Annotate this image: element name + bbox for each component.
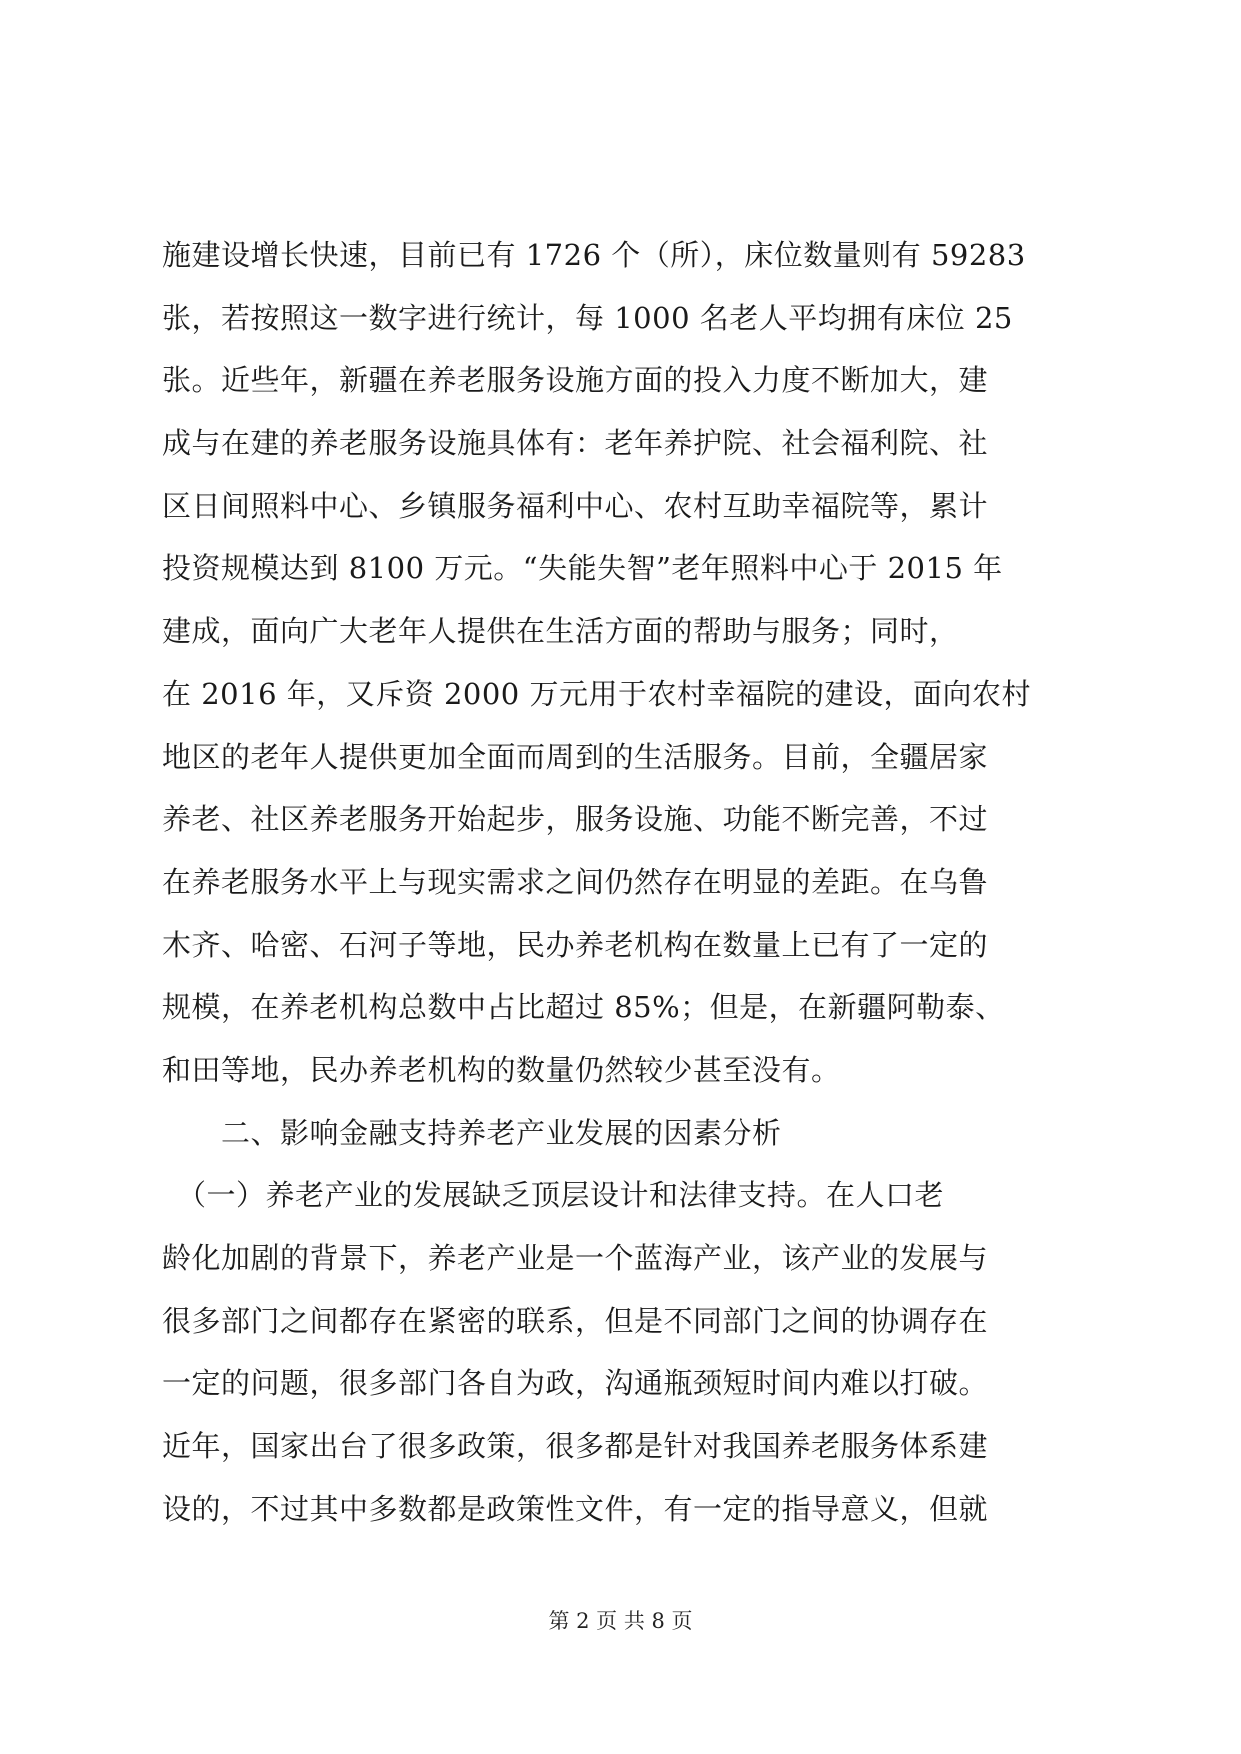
text-line: 施建设增长快速，目前已有 1726 个（所），床位数量则有 59283 bbox=[162, 238, 1026, 272]
text-line: 养老、社区养老服务开始起步，服务设施、功能不断完善，不过 bbox=[162, 802, 989, 837]
text-line: 木齐、哈密、石河子等地，民办养老机构在数量上已有了一定的 bbox=[162, 927, 989, 962]
text-line: 和田等地，民办养老机构的数量仍然较少甚至没有。 bbox=[162, 1052, 841, 1087]
text-line: （一）养老产业的发展缺乏顶层设计和法律支持。在人口老 bbox=[162, 1178, 945, 1213]
page-footer: 第 2 页 共 8 页 bbox=[548, 1609, 693, 1633]
text-line: 投资规模达到 8100 万元。“失能失智”老年照料中心于 2015 年 bbox=[162, 551, 1003, 586]
text-line: 设的，不过其中多数都是政策性文件，有一定的指导意义，但就 bbox=[162, 1491, 989, 1526]
text-line: 张。近些年，新疆在养老服务设施方面的投入力度不断加大，建 bbox=[162, 363, 989, 398]
text-line: 在 2016 年，又斥资 2000 万元用于农村幸福院的建设，面向农村 bbox=[162, 676, 1031, 711]
text-line: 地区的老年人提供更加全面而周到的生活服务。目前，全疆居家 bbox=[162, 739, 989, 774]
text-line: 龄化加剧的背景下，养老产业是一个蓝海产业，该产业的发展与 bbox=[162, 1241, 989, 1275]
text-line: 区日间照料中心、乡镇服务福利中心、农村互助幸福院等，累计 bbox=[162, 488, 989, 523]
text-line: 很多部门之间都存在紧密的联系，但是不同部门之间的协调存在 bbox=[162, 1303, 989, 1338]
text-line: 成与在建的养老服务设施具体有：老年养护院、社会福利院、社 bbox=[162, 426, 989, 461]
text-line: 规模，在养老机构总数中占比超过 85%；但是，在新疆阿勒泰、 bbox=[162, 990, 1005, 1025]
body-text bbox=[162, 224, 1082, 1540]
section-heading: 二、影响金融支持养老产业发展的因素分析 bbox=[162, 1115, 782, 1150]
text-line: 一定的问题，很多部门各自为政，沟通瓶颈短时间内难以打破。 bbox=[162, 1366, 989, 1401]
text-line: 近年，国家出台了很多政策，很多都是针对我国养老服务体系建 bbox=[162, 1429, 989, 1464]
text-line: 建成，面向广大老年人提供在生活方面的帮助与服务；同时， bbox=[162, 614, 959, 649]
text-line: 在养老服务水平上与现实需求之间仍然存在明显的差距。在乌鲁 bbox=[162, 864, 989, 899]
text-line: 张，若按照这一数字进行统计，每 1000 名老人平均拥有床位 25 bbox=[162, 300, 1013, 335]
